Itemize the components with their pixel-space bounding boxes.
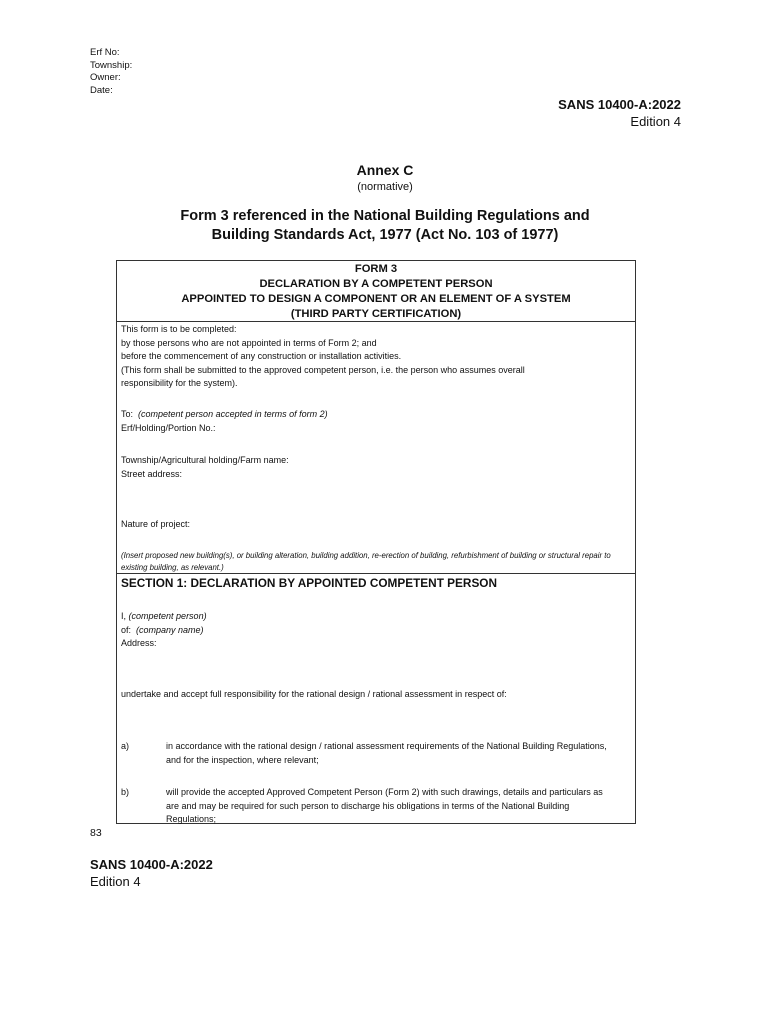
standard-code: SANS 10400-A:2022 [558, 97, 681, 112]
page-title [0, 207, 770, 245]
form-instructions [121, 323, 629, 391]
competent-person-hint: (competent person) [128, 611, 207, 621]
to-label: To: [121, 409, 134, 419]
instruction-line: This form is to be completed: [121, 324, 237, 334]
date-label: Date: [90, 84, 113, 96]
annex-title: Annex C [356, 162, 414, 178]
form-header-line: DECLARATION BY A COMPETENT PERSON [259, 278, 493, 290]
of-field[interactable]: of: (company name) [121, 624, 204, 635]
list-item-label: a) [121, 741, 130, 751]
list-item-text: in accordance with the rational design / rational assessment requirements of the National Building Regulations, and for the inspection, where relevant; [166, 741, 607, 765]
to-hint: (competent person accepted in terms of form 2) [138, 409, 328, 419]
form-3-box [116, 260, 636, 824]
annex-heading [0, 160, 770, 194]
standard-edition-footer: Edition 4 [90, 874, 141, 889]
standard-header [558, 96, 681, 130]
instruction-line: (This form shall be submitted to the approved competent person, i.e. the person who assumes overall [121, 364, 525, 375]
location-block [121, 454, 289, 481]
competent-person-block [121, 610, 207, 651]
section-1-title: SECTION 1: DECLARATION BY APPOINTED COMPETENT PERSON [121, 576, 498, 590]
instruction-line: by those persons who are not appointed in terms of Form 2; and [121, 337, 377, 348]
recipient-block [121, 408, 328, 435]
project-insert-note: (Insert proposed new building(s), or building alteration, building addition, re-erection of building, refurbishment of building or structural repair to existing building, as relevant.) [121, 551, 611, 572]
list-item-label: b) [121, 787, 130, 797]
standard-footer [90, 856, 213, 890]
standard-edition: Edition 4 [630, 114, 681, 129]
section-1 [117, 573, 635, 824]
form-header-line: (THIRD PARTY CERTIFICATION) [290, 308, 462, 320]
company-name-hint: (company name) [136, 624, 204, 635]
erf-no-label: Erf No: [90, 47, 120, 58]
property-fields [90, 47, 132, 97]
i-field[interactable]: I, (competent person) [121, 611, 207, 621]
instruction-line: responsibility for the system). [121, 378, 238, 388]
list-item-text: will provide the accepted Approved Competent Person (Form 2) with such drawings, details and particulars as are and may be required for such person to discharge his obligations in terms of the National Building Regulations; [166, 787, 603, 824]
page-title-line-2: Building Standards Act, 1977 (Act No. 103 of 1977) [211, 227, 559, 243]
address-label[interactable]: Address: [121, 638, 157, 648]
standard-code-footer: SANS 10400-A:2022 [90, 857, 213, 872]
township-farm-label[interactable]: Township/Agricultural holding/Farm name: [121, 455, 289, 465]
undertake-statement: undertake and accept full responsibility for the rational design / rational assessment in respect of: [121, 689, 507, 699]
nature-of-project-label[interactable]: Nature of project: [121, 519, 191, 529]
page-title-line-1: Form 3 referenced in the National Building Regulations and [180, 208, 590, 224]
form-header-line: FORM 3 [354, 263, 398, 275]
form-header-line: APPOINTED TO DESIGN A COMPONENT OR AN ELEMENT OF A SYSTEM [181, 293, 571, 305]
instruction-line: before the commencement of any construction or installation activities. [121, 351, 402, 361]
annex-subtitle: (normative) [357, 181, 413, 193]
erf-holding-label[interactable]: Erf/Holding/Portion No.: [121, 422, 216, 433]
page-number: 83 [90, 827, 102, 839]
township-label: Township: [90, 59, 133, 71]
form-header [117, 261, 635, 322]
street-address-label[interactable]: Street address: [121, 468, 183, 479]
owner-label: Owner: [90, 72, 121, 83]
